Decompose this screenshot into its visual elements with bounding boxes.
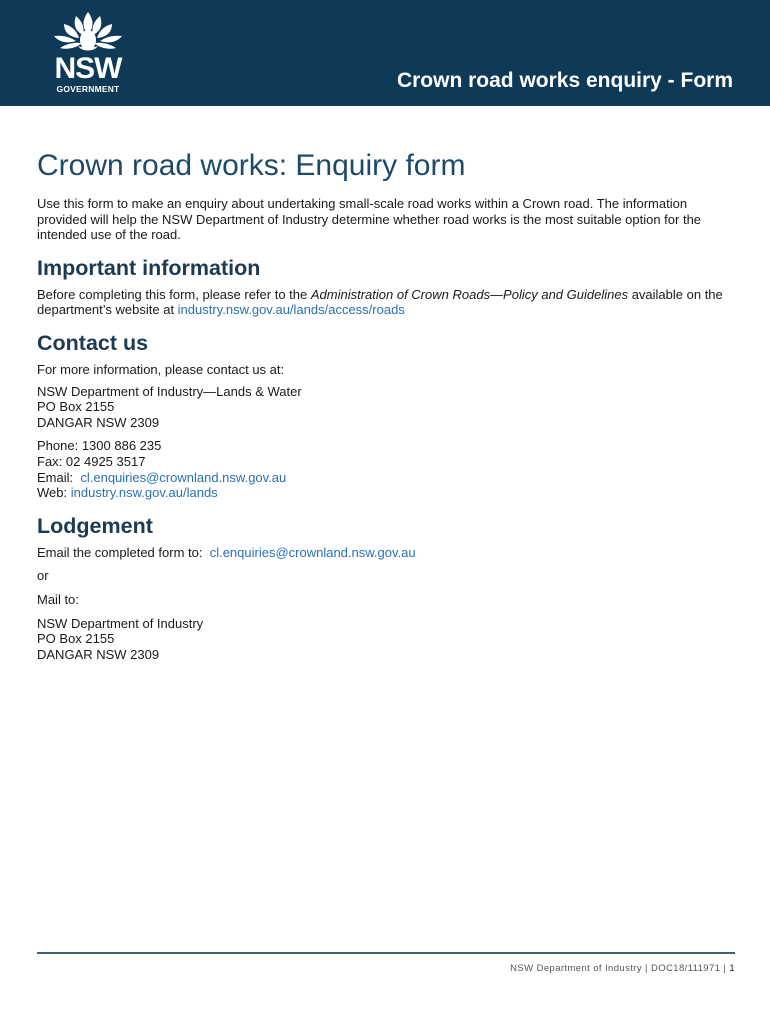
contact-email — [37, 470, 737, 486]
lodgement-heading: Lodgement — [37, 513, 153, 538]
phone-label: Phone: — [37, 438, 79, 454]
lodgement-address-line: NSW Department of Industry — [37, 615, 204, 631]
contact-details — [37, 438, 737, 500]
contact-phone — [37, 438, 737, 454]
header-title: Crown road works enquiry - Form — [396, 69, 733, 92]
important-paragraph — [37, 287, 737, 318]
important-text-after: available on the department’s website at — [37, 286, 723, 318]
lodgement-email — [37, 545, 737, 561]
contact-address-line: DANGAR NSW 2309 — [37, 414, 160, 430]
waratah-icon — [48, 10, 128, 56]
page-footer — [510, 963, 735, 974]
contact-address — [37, 384, 737, 431]
contact-email-link[interactable]: cl.enquiries@crownland.nsw.gov.au — [80, 469, 287, 485]
important-text-before: Before completing this form, please refer to the — [37, 286, 311, 302]
contact-heading: Contact us — [37, 330, 149, 355]
policy-title: Administration of Crown Roads—Policy and Guidelines — [310, 286, 629, 302]
page-title: Crown road works: Enquiry form — [37, 149, 466, 182]
fax-value: 02 4925 3517 — [65, 453, 146, 469]
lodgement-address-line: DANGAR NSW 2309 — [37, 646, 160, 662]
footer-divider — [37, 952, 735, 954]
intro-paragraph: Use this form to make an enquiry about undertaking small-scale road works within a Crown road. The information provided will help the NSW Department of Industry determine whether road works is the most suitable option for the intended use of the road. — [37, 196, 702, 243]
lodgement-address-line: PO Box 2155 — [37, 631, 115, 647]
lodgement-email-text: Email the completed form to: — [37, 544, 203, 560]
lodgement-mail-to: Mail to: — [37, 591, 79, 607]
contact-web — [37, 485, 737, 501]
roads-policy-link[interactable]: industry.nsw.gov.au/lands/access/roads — [177, 302, 405, 318]
contact-address-line: NSW Department of Industry—Lands & Water — [37, 383, 302, 399]
contact-address-line: PO Box 2155 — [37, 399, 115, 415]
page-header — [0, 0, 770, 106]
lodgement-address — [37, 616, 737, 663]
contact-web-link[interactable]: industry.nsw.gov.au/lands — [70, 485, 218, 501]
important-heading: Important information — [37, 255, 261, 280]
lodgement-email-link[interactable]: cl.enquiries@crownland.nsw.gov.au — [209, 544, 416, 560]
email-label: Email: — [37, 469, 74, 485]
logo-subword: GOVERNMENT — [56, 84, 120, 94]
page-number: 1 — [729, 963, 735, 974]
logo-wordmark: NSW — [54, 52, 122, 85]
nsw-government-logo — [48, 10, 130, 94]
footer-doc-info: NSW Department of Industry | DOC18/111971 | — [510, 963, 730, 974]
contact-intro: For more information, please contact us at: — [37, 361, 285, 377]
fax-label: Fax: — [37, 453, 63, 469]
lodgement-or: or — [37, 568, 49, 584]
phone-value: 1300 886 235 — [81, 438, 162, 454]
web-label: Web: — [37, 485, 68, 501]
contact-fax — [37, 454, 737, 470]
document-body — [37, 146, 737, 662]
